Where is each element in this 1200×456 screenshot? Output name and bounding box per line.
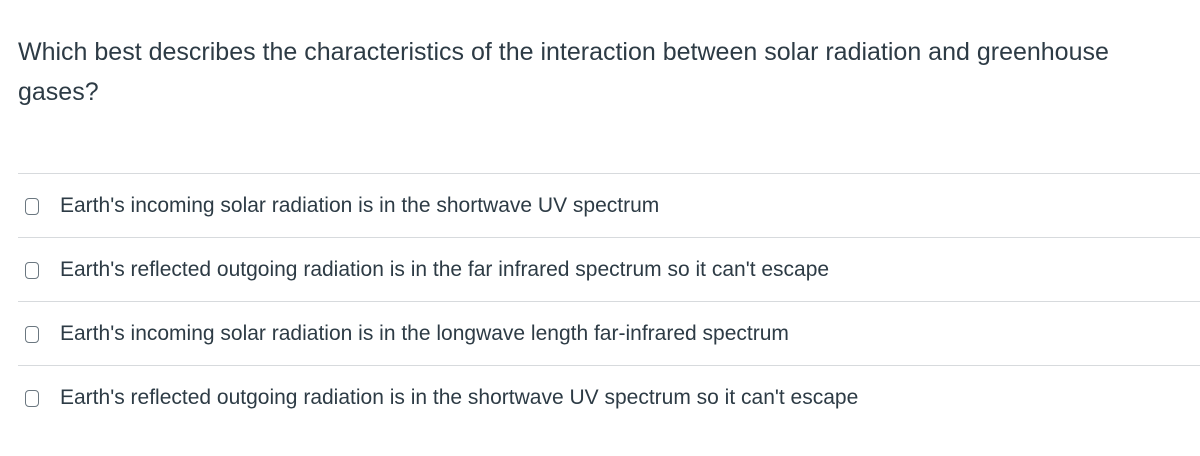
answer-option-3[interactable] — [18, 302, 1200, 366]
answer-label-2[interactable]: Earth's reflected outgoing radiation is in the far infrared spectrum so it can't escape — [60, 257, 830, 281]
question-text: Which best describes the characteristics of the interaction between solar radiation and greenhouse gases? — [18, 38, 1109, 106]
answer-option-4[interactable] — [18, 366, 1200, 429]
answer-checkbox-2[interactable] — [25, 262, 39, 279]
answer-option-1[interactable] — [18, 174, 1200, 238]
answer-label-4[interactable]: Earth's reflected outgoing radiation is in the shortwave UV spectrum so it can't escape — [60, 385, 859, 409]
answer-list — [18, 173, 1200, 429]
answer-label-3[interactable]: Earth's incoming solar radiation is in the longwave length far-infrared spectrum — [60, 321, 789, 345]
answer-checkbox-3[interactable] — [25, 326, 39, 343]
answer-label-1[interactable]: Earth's incoming solar radiation is in the shortwave UV spectrum — [60, 193, 660, 217]
answer-option-2[interactable] — [18, 238, 1200, 302]
answer-checkbox-1[interactable] — [25, 198, 39, 215]
answer-checkbox-4[interactable] — [25, 390, 39, 407]
